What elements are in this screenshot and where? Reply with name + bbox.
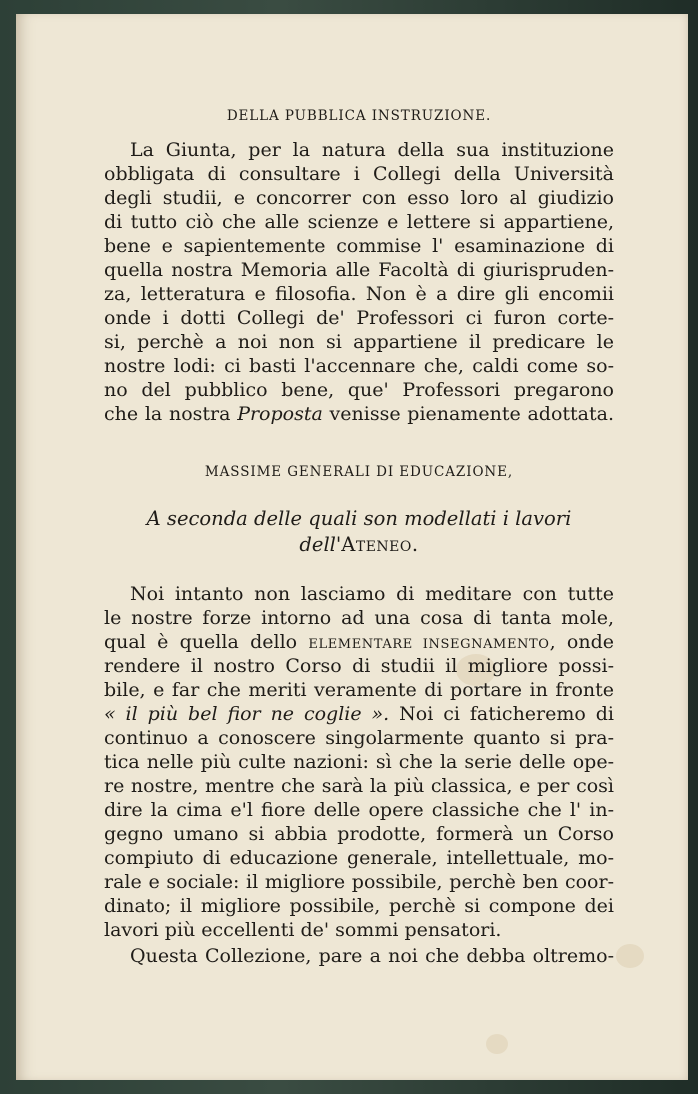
section-subtitle-line: A seconda delle quali son modellati i lavori [146,507,572,530]
text-line: si, perchè a noi non si appartiene il predicare le [104,331,614,353]
text-line: tica nelle più culte nazioni: sì che la serie delle ope- [104,751,614,773]
text-line: compiuto di educazione generale, intellettuale, mo- [104,847,614,869]
paper-stain [616,944,644,968]
section-heading: MASSIME GENERALI DI EDUCAZIONE, [204,464,514,480]
text-fragment: qual è quella dello [104,631,309,653]
text-line [104,402,614,426]
book-page [16,14,688,1080]
text-line: bile, e far che meriti veramente di portare in fronte [104,679,614,701]
text-line: dinato; il migliore possibile, perchè si compone dei [104,895,614,917]
text-line: bene e sapientemente commise l' esaminazione di [104,235,614,257]
paper-stain [486,1034,508,1054]
text-fragment: , onde [549,631,614,653]
text-line: Questa Collezione, pare a noi che debba oltremo- [130,945,614,967]
text-line: za, letteratura e filosofia. Non è a dire gli encomii [104,283,614,305]
text-line: onde i dotti Collegi de' Professori ci furon corte- [104,307,614,329]
text-line: no del pubblico bene, que' Professori pregarono [104,379,614,401]
text-line: quella nostra Memoria alle Facoltà di giurispruden- [104,259,614,281]
text-line: Noi intanto non lasciamo di meditare con tutte [130,583,614,605]
text-line: le nostre forze intorno ad una cosa di tanta mole, [104,607,614,629]
small-caps-word: Ateneo. [341,533,419,556]
text-line: degli studii, e concorrer con esso loro al giudizio [104,187,614,209]
text-line [104,702,614,726]
text-line: rendere il nostro Corso di studii il migliore possi- [104,655,614,677]
text-line: di tutto ciò che alle scienze e lettere si appartiene, [104,211,614,233]
text-line: dire la cima e'l fiore delle opere classiche che l' in- [104,799,614,821]
text-line: lavori più eccellenti de' sommi pensatori. [104,919,502,941]
text-line: rale e sociale: il migliore possibile, perchè ben coor- [104,871,614,893]
emphasized-word: Proposta [237,403,323,425]
text-line [104,630,614,657]
text-fragment: dell' [299,533,342,556]
text-line: obbligata di consultare i Collegi della Università [104,163,614,185]
text-fragment: che la nostra [104,403,238,425]
text-fragment: Noi ci faticheremo di [389,703,614,725]
section-subtitle-line [104,532,614,558]
text-line: continuo a conoscere singolarmente quanto si pra- [104,727,614,749]
text-fragment: venisse pienamente adottata. [322,403,614,425]
section-heading: DELLA PUBBLICA INSTRUZIONE. [226,108,492,124]
quoted-motto: « il più bel fior ne coglie ». [104,703,390,725]
text-line: La Giunta, per la natura della sua instituzione [130,139,614,161]
text-line: gegno umano si abbia prodotte, formerà un Corso [104,823,614,845]
text-line: re nostre, mentre che sarà la più classica, e per così [104,775,614,797]
capitalized-phrase: ELEMENTARE INSEGNAMENTO [308,637,550,652]
text-line: nostre lodi: ci basti l'accennare che, caldi come so- [104,355,614,377]
